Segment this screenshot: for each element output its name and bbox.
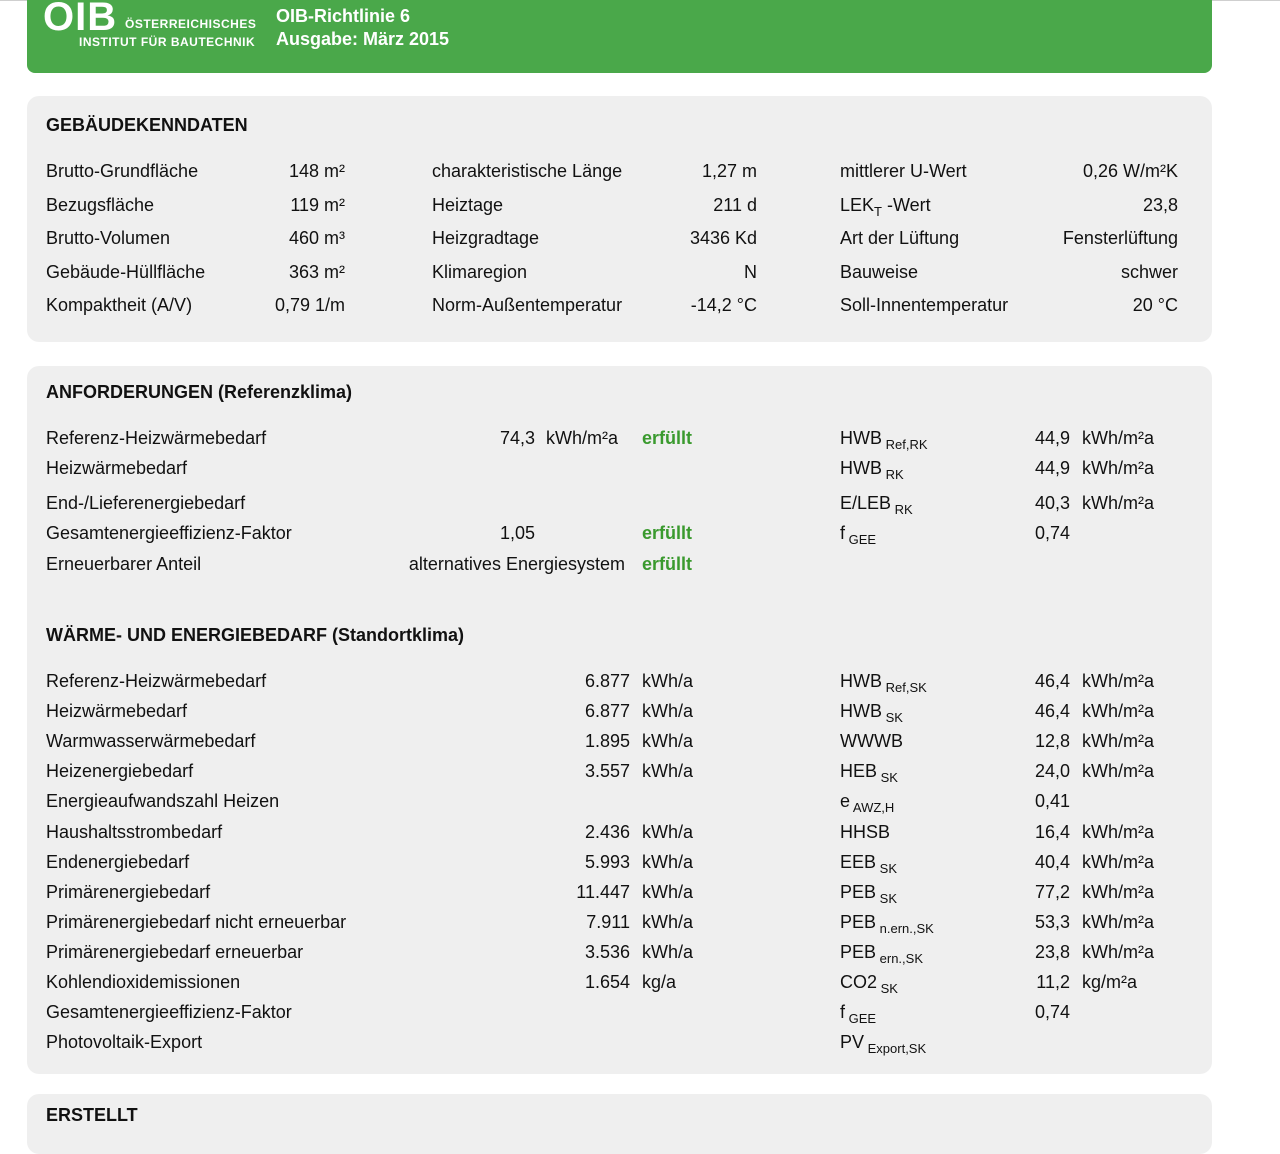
energy-label: Heizenergiebedarf (46, 761, 194, 782)
energy-symbol (840, 821, 890, 850)
document-header (27, 0, 1212, 73)
document-title: OIB-Richtlinie 6 (276, 6, 411, 26)
label-base: LEK (840, 195, 875, 215)
symbol-base: EEB (840, 851, 877, 872)
symbol-subscript: SK (877, 770, 898, 786)
symbol-subscript: GEE (845, 1011, 877, 1027)
energy-label: Gesamtenergieeffizienz-Faktor (46, 1002, 292, 1023)
symbol-base: HWB (840, 671, 882, 691)
oib-logo: OIB (43, 0, 118, 39)
requirement-unit2: kWh/m²a (1082, 493, 1154, 513)
kenndaten-label: Heiztage (432, 195, 504, 215)
kenndaten-value: 363 m² (288, 262, 345, 282)
requirement-value: 1,05 (499, 523, 535, 543)
energy-label: Warmwasserwärmebedarf (46, 731, 256, 752)
symbol-base: PEB (840, 881, 877, 902)
requirement-label: Heizwärmebedarf (46, 458, 188, 478)
logo-text-line2: INSTITUT FÜR BAUTECHNIK (79, 35, 256, 49)
kenndaten-value: 460 m³ (288, 228, 345, 248)
energy-unit2: kWh/m²a (1082, 911, 1154, 932)
requirement-label: Erneuerbarer Anteil (46, 554, 202, 574)
symbol-base: HWB (840, 428, 882, 448)
symbol-base: HWB (840, 701, 882, 722)
energy-symbol (840, 1001, 876, 1030)
energy-unit: kWh/a (642, 851, 694, 872)
energy-symbol (840, 941, 923, 970)
energy-symbol (840, 730, 903, 759)
energy-value: 11.447 (576, 881, 630, 902)
next-section-panel (27, 1094, 1212, 1154)
energy-unit: kWh/a (642, 911, 694, 932)
requirement-symbol (840, 492, 913, 521)
energy-value: 1.895 (584, 731, 630, 752)
kenndaten-value: 23,8 (1142, 195, 1178, 215)
status-erfuellt: erfüllt (642, 554, 693, 574)
symbol-subscript: RK (882, 467, 904, 482)
energy-value: 6.877 (584, 701, 630, 722)
requirement-unit2: kWh/m²a (1082, 428, 1154, 448)
gebaeudekenndaten-panel (27, 96, 1212, 342)
energy-value2: 77,2 (1034, 881, 1070, 902)
kenndaten-label: Klimaregion (432, 262, 528, 282)
kenndaten-value: schwer (1120, 262, 1178, 282)
kenndaten-label: Gebäude-Hüllfläche (46, 262, 206, 282)
kenndaten-label: Soll-Innentemperatur (840, 295, 1009, 315)
requirement-value: alternatives Energiesystem (408, 554, 625, 574)
symbol-base: e (840, 791, 851, 812)
energy-value2: 24,0 (1034, 761, 1070, 782)
symbol-subscript: SK (876, 860, 897, 876)
kenndaten-label (840, 194, 931, 223)
symbol-subscript: Ref,SK (882, 680, 927, 695)
energy-unit2: kWh/m²a (1082, 881, 1154, 902)
energy-symbol (840, 670, 927, 699)
energy-label: Photovoltaik-Export (46, 1032, 203, 1053)
energy-unit2: kWh/m²a (1082, 671, 1154, 691)
energy-unit2: kWh/m²a (1082, 761, 1154, 782)
energy-value2: 40,4 (1034, 851, 1070, 872)
energy-unit: kWh/a (642, 881, 694, 902)
energy-symbol (840, 790, 894, 819)
requirement-label: End-/Lieferenergiebedarf (46, 493, 246, 513)
symbol-base: f (840, 1002, 846, 1023)
kenndaten-value: 20 °C (1132, 295, 1178, 315)
symbol-base: PEB (840, 941, 877, 962)
energy-value: 6.877 (584, 671, 630, 691)
energy-label: Energieaufwandszahl Heizen (46, 791, 280, 812)
energy-symbol (840, 700, 903, 729)
energy-unit: kWh/a (642, 731, 694, 752)
energy-label: Primärenergiebedarf nicht erneuerbar (46, 911, 347, 932)
kenndaten-value: 0,79 1/m (274, 295, 345, 315)
energy-symbol (840, 1031, 926, 1060)
energy-unit: kWh/a (642, 941, 694, 962)
section-title-gebaeude: GEBÄUDEKENNDATEN (46, 115, 248, 135)
kenndaten-label: Bezugsfläche (46, 195, 155, 215)
symbol-subscript: Ref,RK (882, 437, 928, 452)
kenndaten-label: Brutto-Volumen (46, 228, 171, 248)
energy-label: Primärenergiebedarf (46, 881, 211, 902)
kenndaten-label: Art der Lüftung (840, 228, 960, 248)
kenndaten-label: Heizgradtage (432, 228, 540, 248)
energy-value: 5.993 (584, 851, 630, 872)
energy-unit: kWh/a (642, 701, 694, 722)
energy-unit2: kWh/m²a (1082, 851, 1154, 872)
energy-label: Endenergiebedarf (46, 851, 190, 872)
logo-text-line1: ÖSTERREICHISCHES (125, 17, 257, 31)
energy-unit: kWh/a (642, 671, 694, 691)
energy-label: Primärenergiebedarf erneuerbar (46, 941, 304, 962)
energy-unit: kWh/a (642, 761, 694, 782)
requirement-value2: 44,9 (1034, 458, 1070, 478)
requirement-symbol (840, 457, 904, 486)
energy-value: 3.557 (584, 761, 630, 782)
energy-symbol (840, 760, 898, 789)
kenndaten-value: 1,27 m (701, 161, 757, 181)
label-subscript: T (874, 204, 882, 219)
symbol-base: HHSB (840, 821, 891, 842)
symbol-subscript: SK (877, 981, 898, 996)
status-erfuellt: erfüllt (642, 428, 693, 448)
energy-value: 7.911 (586, 911, 630, 932)
anforderungen-panel (27, 366, 1212, 1074)
energy-unit2: kWh/m²a (1082, 821, 1154, 842)
energy-value: 1.654 (584, 972, 630, 992)
requirement-value2: 44,9 (1034, 428, 1070, 448)
kenndaten-value: 3436 Kd (689, 228, 757, 248)
energy-value2: 11,2 (1036, 972, 1070, 992)
requirement-unit2: kWh/m²a (1082, 458, 1154, 478)
symbol-base: E/LEB (840, 493, 892, 513)
energy-unit2: kWh/m²a (1082, 731, 1154, 752)
symbol-base: HEB (840, 761, 878, 782)
kenndaten-value: N (744, 262, 757, 282)
energy-unit: kg/a (642, 972, 677, 992)
energy-label: Heizwärmebedarf (46, 701, 188, 722)
kenndaten-label: Kompaktheit (A/V) (46, 295, 193, 315)
status-erfuellt: erfüllt (642, 523, 693, 543)
symbol-subscript: Export,SK (864, 1041, 927, 1057)
symbol-subscript: SK (882, 710, 903, 726)
energy-value2: 12,8 (1034, 731, 1070, 752)
kenndaten-value: 119 m² (290, 195, 345, 215)
energy-value2: 46,4 (1034, 701, 1070, 722)
requirement-value2: 0,74 (1034, 523, 1070, 543)
document-edition: Ausgabe: März 2015 (276, 29, 450, 49)
symbol-base: WWWB (840, 731, 903, 752)
requirement-symbol (840, 522, 876, 551)
symbol-base: HWB (840, 458, 882, 478)
section-title-anforderungen: ANFORDERUNGEN (Referenzklima) (46, 382, 353, 402)
kenndaten-value: 0,26 W/m²K (1082, 161, 1178, 181)
energy-value2: 0,41 (1034, 791, 1070, 812)
symbol-subscript: SK (876, 890, 897, 906)
energy-symbol (840, 881, 897, 910)
kenndaten-label: Norm-Außentemperatur (432, 295, 623, 315)
requirement-symbol (840, 427, 928, 456)
energy-value2: 23,8 (1034, 941, 1070, 962)
symbol-subscript: AWZ,H (850, 800, 895, 816)
energy-label: Haushaltsstrombedarf (46, 821, 223, 842)
energy-label: Kohlendioxidemissionen (46, 972, 241, 992)
energy-value2: 0,74 (1034, 1002, 1070, 1023)
kenndaten-value: 148 m² (288, 161, 345, 181)
section-title-erstellt: ERSTELLT (46, 1105, 138, 1125)
kenndaten-label: Brutto-Grundfläche (46, 161, 199, 181)
requirement-value2: 40,3 (1034, 493, 1070, 513)
energy-unit2: kg/m²a (1082, 972, 1138, 992)
symbol-subscript: GEE (845, 532, 877, 547)
kenndaten-label: charakteristische Länge (432, 161, 623, 181)
energy-unit2: kWh/m²a (1082, 701, 1154, 722)
energy-symbol (840, 971, 898, 1000)
energy-unit2: kWh/m²a (1082, 941, 1154, 962)
requirement-label: Gesamtenergieeffizienz-Faktor (46, 523, 292, 543)
energy-unit: kWh/a (642, 821, 694, 842)
kenndaten-value: Fensterlüftung (1062, 228, 1178, 248)
symbol-subscript: ern.,SK (876, 950, 923, 966)
kenndaten-label: Bauweise (840, 262, 919, 282)
symbol-base: CO2 (840, 972, 878, 992)
symbol-base: PEB (840, 911, 877, 932)
energy-symbol (840, 851, 897, 880)
energy-value2: 46,4 (1034, 671, 1070, 691)
requirement-label: Referenz-Heizwärmebedarf (46, 428, 267, 448)
energy-value2: 53,3 (1034, 911, 1070, 932)
label-suffix: -Wert (881, 195, 931, 215)
symbol-subscript: RK (891, 502, 913, 517)
symbol-base: f (840, 523, 846, 543)
energy-symbol (840, 911, 934, 940)
section-title-waerme: WÄRME- UND ENERGIEBEDARF (Standortklima) (46, 625, 465, 645)
requirement-value: 74,3 (499, 428, 535, 448)
energy-value: 3.536 (584, 941, 630, 962)
kenndaten-value: 211 d (713, 195, 757, 215)
kenndaten-label: mittlerer U-Wert (840, 161, 967, 181)
requirement-unit: kWh/m²a (546, 428, 618, 448)
energy-value: 2.436 (584, 821, 630, 842)
kenndaten-value: -14,2 °C (690, 295, 757, 315)
symbol-base: PV (840, 1032, 865, 1053)
energy-label: Referenz-Heizwärmebedarf (46, 671, 267, 691)
energy-value2: 16,4 (1034, 821, 1070, 842)
symbol-subscript: n.ern.,SK (876, 920, 934, 936)
